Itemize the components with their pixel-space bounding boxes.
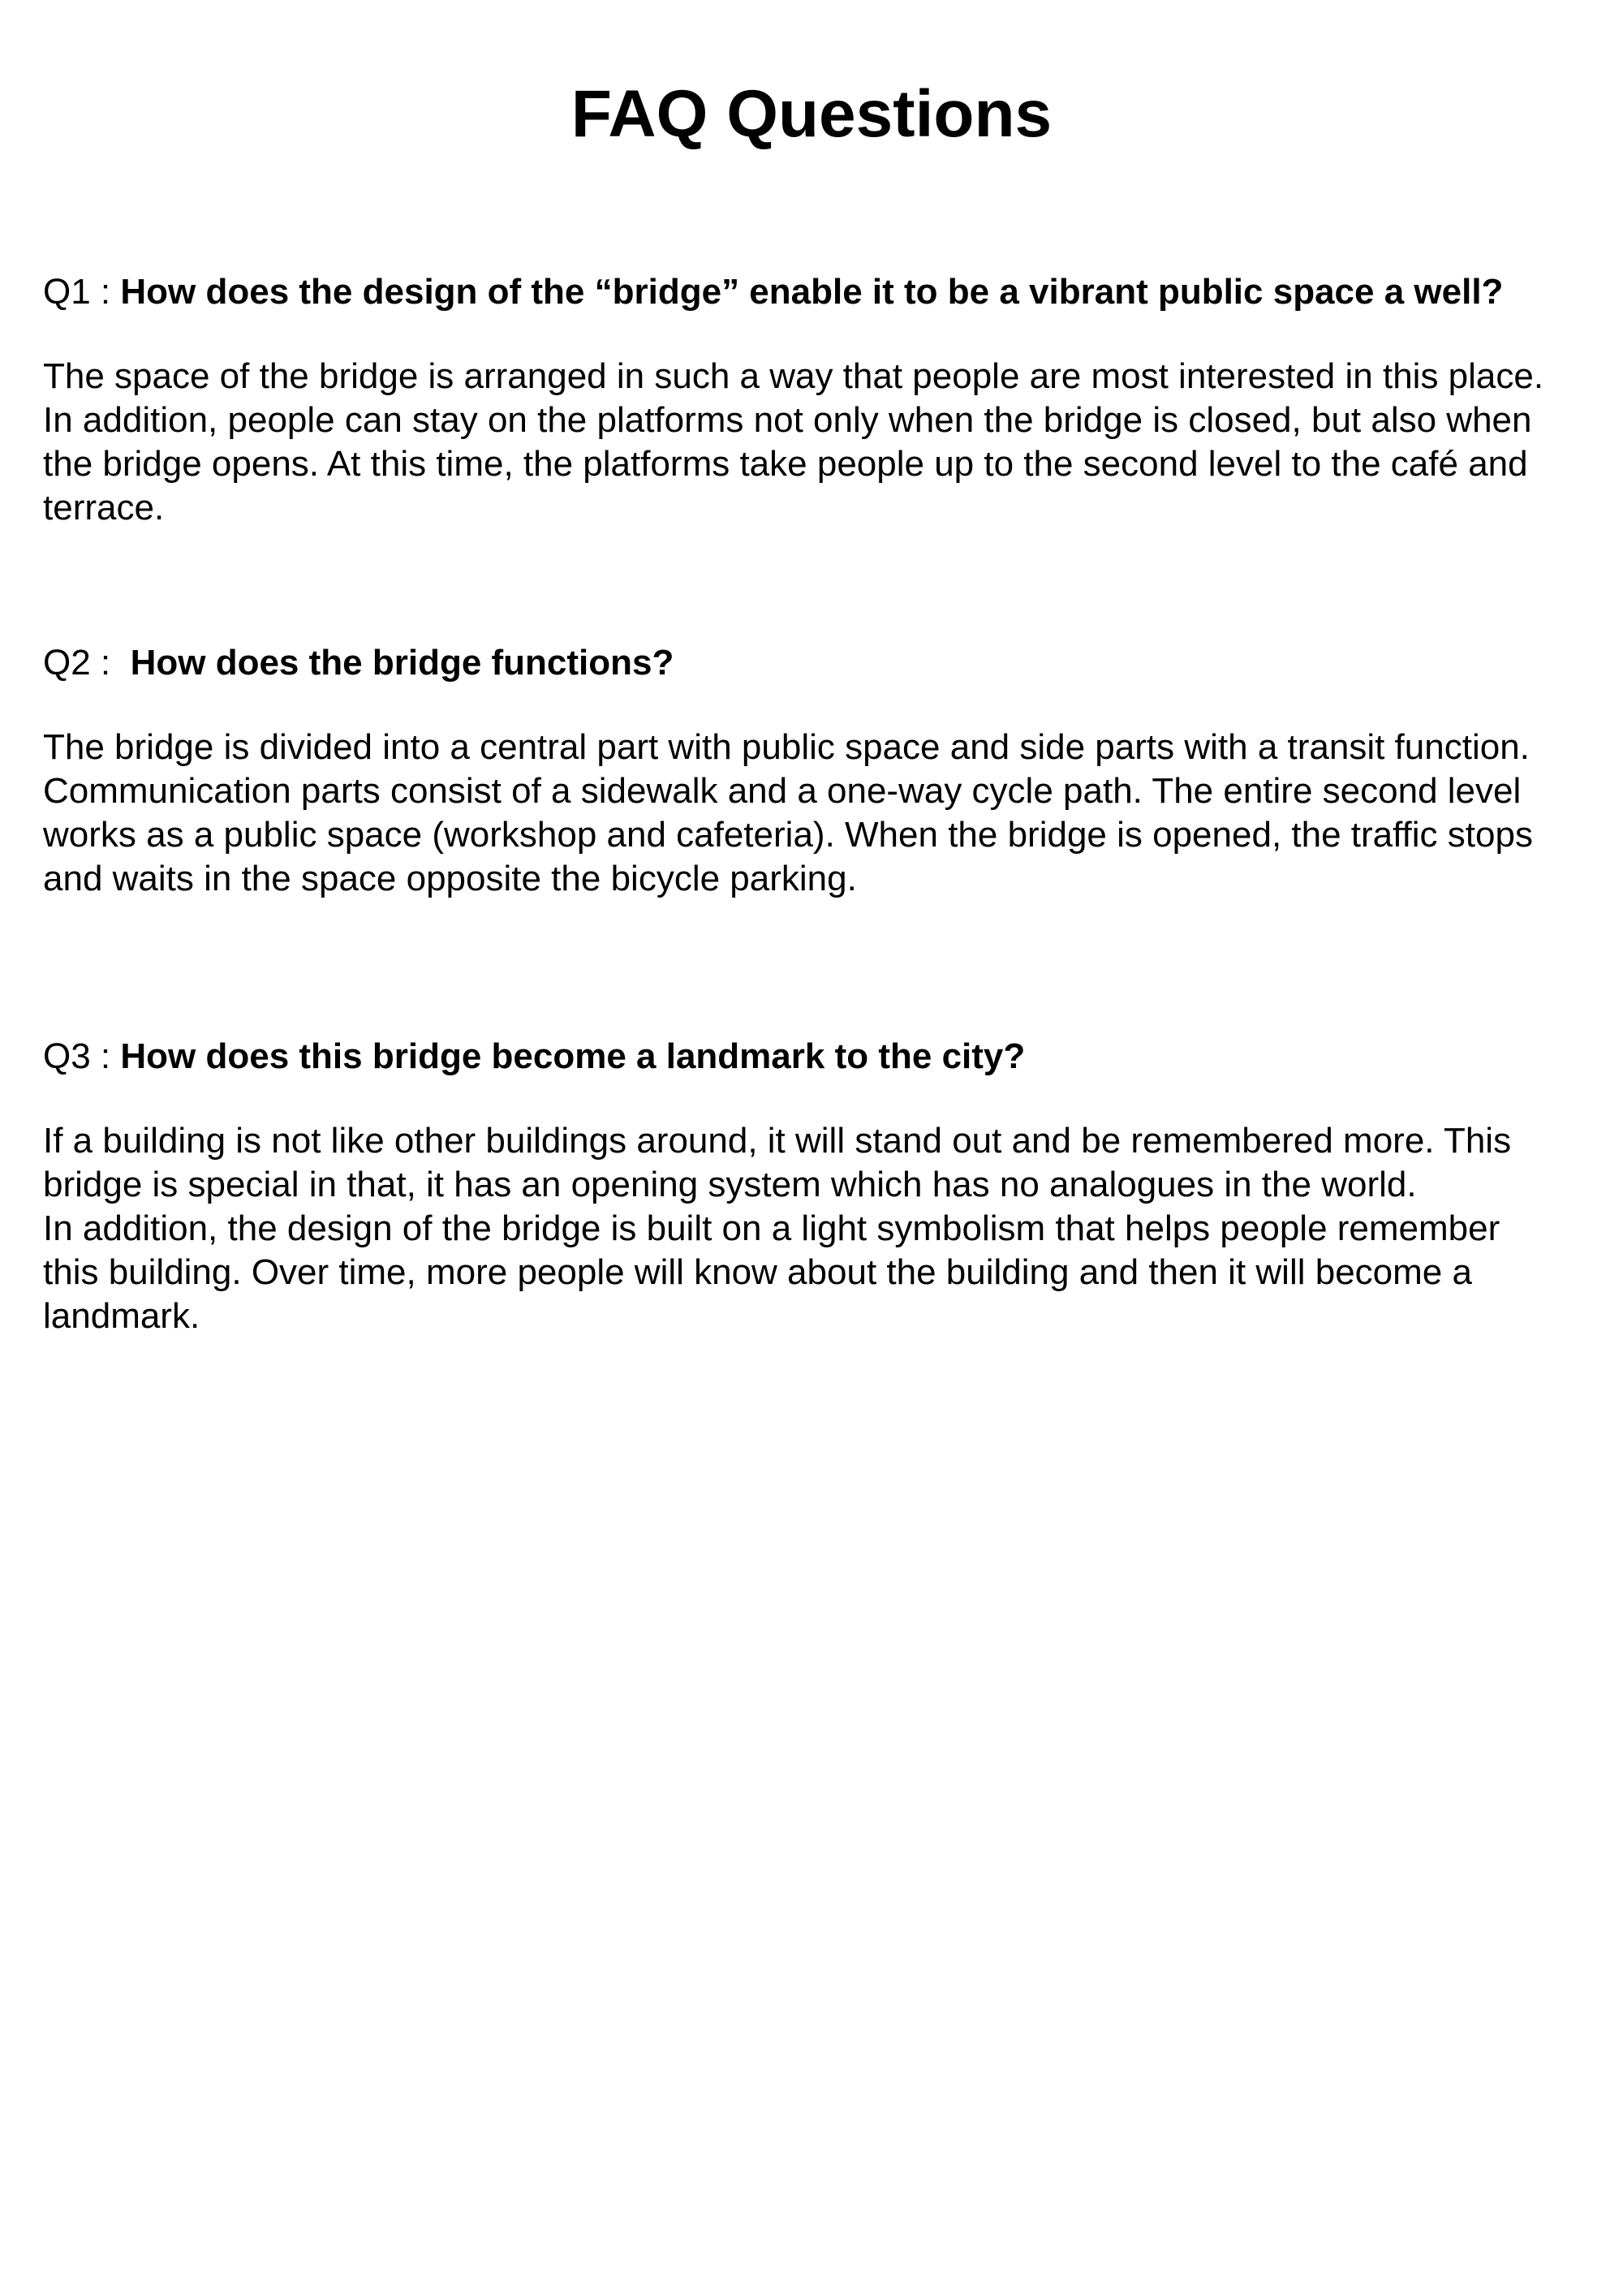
answer-line: terrace. <box>43 488 165 528</box>
answer-q3 <box>43 1119 1601 1338</box>
question-text: How does the design of the “bridge” enable it to be a vibrant public space a well? <box>120 272 1504 312</box>
faq-item-q3 <box>43 1035 1601 1338</box>
question-q2 <box>43 641 1601 685</box>
answer-line: In addition, people can stay on the platforms not only when the bridge is closed, but also when <box>43 400 1532 440</box>
answer-line: and waits in the space opposite the bicycle parking. <box>43 859 857 898</box>
answer-line: The bridge is divided into a central part with public space and side parts with a transit function. <box>43 727 1530 767</box>
answer-q1 <box>43 355 1601 530</box>
question-prefix: Q1 : <box>43 272 121 312</box>
question-prefix: Q2 : <box>43 643 131 683</box>
answer-line: The space of the bridge is arranged in such a way that people are most interested in this place. <box>43 356 1544 396</box>
faq-item-q1 <box>43 270 1601 530</box>
faq-item-q2 <box>43 641 1601 901</box>
answer-line: In addition, the design of the bridge is built on a light symbolism that helps people remember <box>43 1208 1500 1248</box>
answer-line: the bridge opens. At this time, the platforms take people up to the second level to the café and <box>43 444 1528 484</box>
answer-line: this building. Over time, more people will know about the building and then it will become a <box>43 1252 1472 1292</box>
question-text: How does the bridge functions? <box>130 643 674 683</box>
answer-line: Communication parts consist of a sidewalk and a one-way cycle path. The entire second level <box>43 771 1522 811</box>
answer-line: landmark. <box>43 1296 200 1336</box>
question-text: How does this bridge become a landmark to the city? <box>120 1036 1026 1076</box>
question-q3 <box>43 1035 1601 1079</box>
answer-line: If a building is not like other buildings around, it will stand out and be remembered more. This <box>43 1121 1512 1161</box>
answer-q2 <box>43 726 1601 901</box>
question-q1 <box>43 270 1601 314</box>
answer-line: bridge is special in that, it has an opening system which has no analogues in the world. <box>43 1165 1417 1204</box>
page-title: FAQ Questions <box>570 77 1053 151</box>
answer-line: works as a public space (workshop and cafeteria). When the bridge is opened, the traffic stops <box>43 815 1533 855</box>
question-prefix: Q3 : <box>43 1036 121 1076</box>
